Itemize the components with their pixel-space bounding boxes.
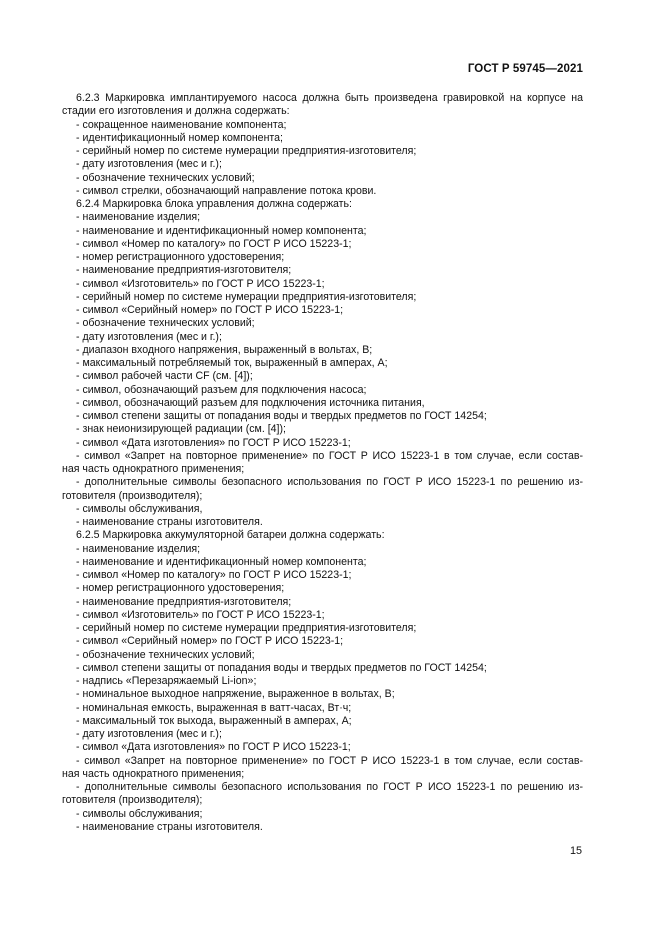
list-item: - обозначение технических условий; — [76, 171, 255, 184]
list-item-continuation: ная часть однократного применения; — [62, 463, 245, 475]
section-6-2-3 — [62, 92, 583, 198]
list-item: - символ «Номер по каталогу» по ГОСТ Р ИСО 15223-1; — [76, 237, 352, 250]
list-item: - номер регистрационного удостоверения; — [76, 582, 285, 595]
list-item: - символ рабочей части CF (см. [4]); — [76, 370, 253, 383]
list-item: - наименование предприятия-изготовителя; — [76, 595, 292, 608]
list-item: - номинальная емкость, выраженная в ватт-часах, Вт·ч; — [76, 701, 352, 714]
list-item: - наименование и идентификационный номер компонента; — [76, 224, 367, 237]
section-6-2-5 — [62, 529, 583, 834]
list-item: - знак неионизирующей радиации (см. [4]); — [76, 423, 286, 436]
document-body — [62, 92, 583, 834]
list-item: - наименование изделия; — [76, 542, 201, 555]
list-item: - символ степени защиты от попадания воды и твердых предметов по ГОСТ 14254; — [76, 661, 487, 674]
section-heading-continuation: стадии его изготовления и должна содержать: — [62, 105, 290, 118]
list-item: - символ «Дата изготовления» по ГОСТ Р ИСО 15223-1; — [76, 741, 351, 754]
list-item: - номинальное выходное напряжение, выраженное в вольтах, В; — [76, 688, 395, 701]
list-item: - номер регистрационного удостоверения; — [76, 251, 285, 263]
list-item: - наименование страны изготовителя. — [76, 516, 263, 528]
standard-number-header: ГОСТ Р 59745—2021 — [467, 63, 583, 75]
list-item: - наименование изделия; — [76, 211, 201, 224]
list-item-continuation: готовителя (производителя); — [62, 489, 203, 502]
list-item: - обозначение технических условий; — [76, 648, 255, 661]
list-item: - наименование и идентификационный номер компонента; — [76, 555, 367, 568]
list-item: - серийный номер по системе нумерации предприятия-изготовителя; — [76, 290, 417, 303]
list-item: - наименование страны изготовителя. — [76, 820, 263, 833]
list-item: - символ «Серийный номер» по ГОСТ Р ИСО 15223-1; — [76, 635, 344, 648]
list-item: - дату изготовления (мес и г.); — [76, 158, 222, 171]
section-heading: 6.2.4 Маркировка блока управления должна содержать: — [76, 198, 353, 210]
list-item: - символ «Изготовитель» по ГОСТ Р ИСО 15223-1; — [76, 277, 325, 290]
page-number: 15 — [569, 845, 582, 857]
list-item: - дату изготовления (мес и г.); — [76, 728, 222, 740]
list-item: - символ стрелки, обозначающий направление потока крови. — [76, 184, 377, 197]
list-item: - максимальный потребляемый ток, выраженный в амперах, А; — [76, 357, 388, 369]
list-item-continuation: готовителя (производителя); — [62, 794, 203, 807]
list-item: - идентификационный номер компонента; — [76, 131, 283, 144]
list-item-reuse-ban: - символ «Запрет на повторное применение» по ГОСТ Р ИСО 15223-1 в том случае, если состав- — [76, 754, 583, 767]
list-item: - наименование предприятия-изготовителя; — [76, 264, 292, 277]
list-item: - символ «Номер по каталогу» по ГОСТ Р ИСО 15223-1; — [76, 569, 352, 581]
list-item: - сокращенное наименование компонента; — [76, 118, 287, 131]
list-item: - надпись «Перезаряжаемый Li-ion»; — [76, 675, 257, 687]
list-item-reuse-ban: - символ «Запрет на повторное применение» по ГОСТ Р ИСО 15223-1 в том случае, если состав- — [76, 449, 583, 462]
list-item: - символы обслуживания; — [76, 807, 203, 820]
list-item: - символ, обозначающий разъем для подключения источника питания, — [76, 396, 425, 409]
section-heading: 6.2.3 Маркировка имплантируемого насоса должна быть произведена гравировкой на корпусе на — [76, 92, 583, 104]
list-item-continuation: ная часть однократного применения; — [62, 767, 245, 780]
list-item: - символы обслуживания, — [76, 502, 203, 515]
list-item: - максимальный ток выхода, выраженный в амперах, А; — [76, 714, 352, 727]
list-item: - символ «Серийный номер» по ГОСТ Р ИСО 15223-1; — [76, 304, 344, 316]
list-item: - серийный номер по системе нумерации предприятия-изготовителя; — [76, 145, 417, 157]
section-6-2-4 — [62, 198, 583, 529]
list-item: - диапазон входного напряжения, выраженный в вольтах, В; — [76, 343, 373, 356]
list-item: - символ, обозначающий разъем для подключения насоса; — [76, 383, 367, 396]
list-item-safety-symbols: - дополнительные символы безопасного использования по ГОСТ Р ИСО 15223-1 по решению из- — [76, 476, 583, 489]
list-item: - дату изготовления (мес и г.); — [76, 330, 222, 343]
list-item: - обозначение технических условий; — [76, 317, 255, 330]
list-item: - символ «Дата изготовления» по ГОСТ Р ИСО 15223-1; — [76, 436, 351, 449]
list-item: - серийный номер по системе нумерации предприятия-изготовителя; — [76, 622, 417, 634]
list-item: - символ «Изготовитель» по ГОСТ Р ИСО 15223-1; — [76, 608, 325, 621]
list-item-safety-symbols: - дополнительные символы безопасного использования по ГОСТ Р ИСО 15223-1 по решению из- — [76, 781, 583, 793]
section-heading: 6.2.5 Маркировка аккумуляторной батареи должна содержать: — [76, 529, 385, 542]
list-item: - символ степени защиты от попадания воды и твердых предметов по ГОСТ 14254; — [76, 410, 487, 422]
